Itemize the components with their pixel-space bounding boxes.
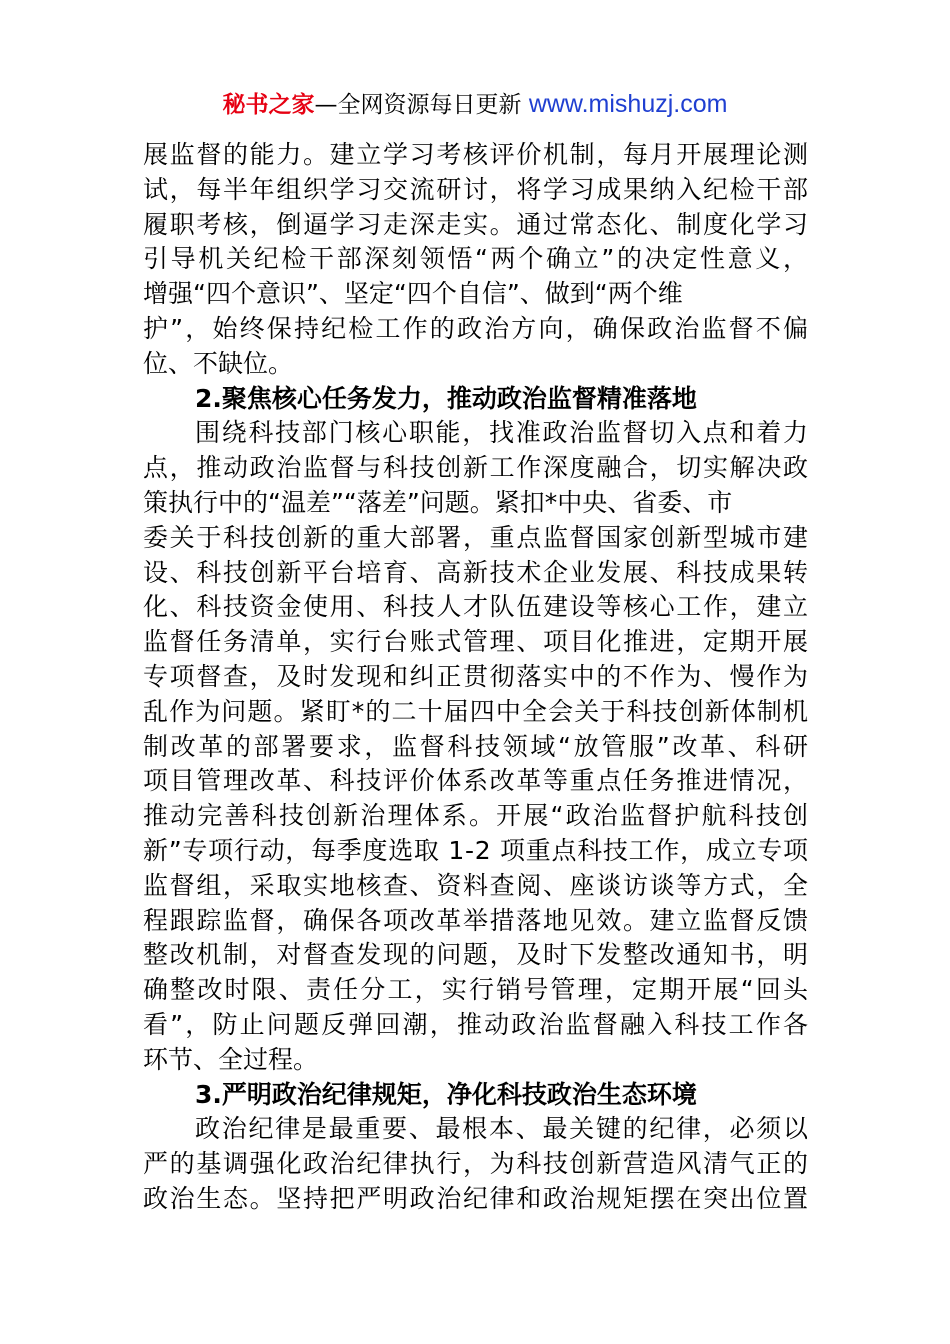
text-line: 引导机关纪检干部深刻领悟“两个确立”的决定性意义， [143, 244, 811, 274]
text-line: 政治纪律是最重要、最根本、最关键的纪律，必须以 [195, 1114, 810, 1144]
text-line: 项目管理改革、科技评价体系改革等重点任务推进情况， [143, 766, 810, 796]
section-heading: 3.严明政治纪律规矩，净化科技政治生态环境 [195, 1079, 697, 1109]
text-line: 专项督查，及时发现和纠正贯彻落实中的不作为、慢作为 [143, 661, 810, 691]
text-line: 程跟踪监督，确保各项改革举措落地见效。建立监督反馈 [143, 905, 810, 935]
text-line: 政治生态。坚持把严明政治纪律和政治规矩摆在突出位置 [143, 1183, 810, 1213]
document-body [143, 138, 811, 1217]
page-header [0, 87, 950, 122]
text-line: 监督组，采取实地核查、资料查阅、座谈访谈等方式，全 [143, 870, 810, 900]
site-tagline: —全网资源每日更新 [314, 92, 529, 118]
text-line: 设、科技创新平台培育、高新技术企业发展、科技成果转 [143, 557, 810, 587]
text-line: 看”，防止问题反弹回潮，推动政治监督融入科技工作各 [143, 1009, 811, 1039]
text-line: 增强“四个意识”、坚定“四个自信”、做到“两个维 [143, 279, 683, 309]
text-line: 化、科技资金使用、科技人才队伍建设等核心工作，建立 [143, 592, 810, 622]
text-line: 试，每半年组织学习交流研讨，将学习成果纳入纪检干部 [143, 174, 810, 204]
text-line: 整改机制，对督查发现的问题，及时下发整改通知书，明 [143, 940, 810, 970]
text-line: 环节、全过程。 [143, 1044, 319, 1074]
text-line: 位、不缺位。 [143, 348, 294, 378]
text-line: 策执行中的“温差”“落差”问题。紧扣*中央、省委、市 [143, 487, 733, 517]
text-line: 委关于科技创新的重大部署，重点监督国家创新型城市建 [143, 522, 810, 552]
text-line: 围绕科技部门核心职能，找准政治监督切入点和着力 [195, 418, 810, 448]
text-line: 严的基调强化政治纪律执行，为科技创新营造风清气正的 [143, 1149, 810, 1179]
text-line: 乱作为问题。紧盯*的二十届四中全会关于科技创新体制机 [143, 696, 810, 726]
text-line: 点，推动政治监督与科技创新工作深度融合，切实解决政 [143, 453, 810, 483]
text-line: 新”专项行动，每季度选取 1-2 项重点科技工作，成立专项 [143, 835, 809, 865]
text-line: 展监督的能力。建立学习考核评价机制，每月开展理论测 [143, 140, 810, 169]
text-line: 制改革的部署要求，监督科技领域“放管服”改革、科研 [143, 731, 811, 761]
text-line: 确整改时限、责任分工，实行销号管理，定期开展“回头 [143, 975, 811, 1005]
site-brand: 秘书之家 [222, 92, 315, 118]
text-line: 履职考核，倒逼学习走深走实。通过常态化、制度化学习 [143, 209, 810, 239]
section-heading: 2.聚焦核心任务发力，推动政治监督精准落地 [195, 383, 697, 413]
text-line: 监督任务清单，实行台账式管理、项目化推进，定期开展 [143, 627, 810, 657]
text-line: 推动完善科技创新治理体系。开展“政治监督护航科技创 [143, 801, 811, 831]
site-url-link[interactable]: www.mishuzj.com [528, 90, 728, 118]
text-line: 护”，始终保持纪检工作的政治方向，确保政治监督不偏 [143, 313, 811, 343]
